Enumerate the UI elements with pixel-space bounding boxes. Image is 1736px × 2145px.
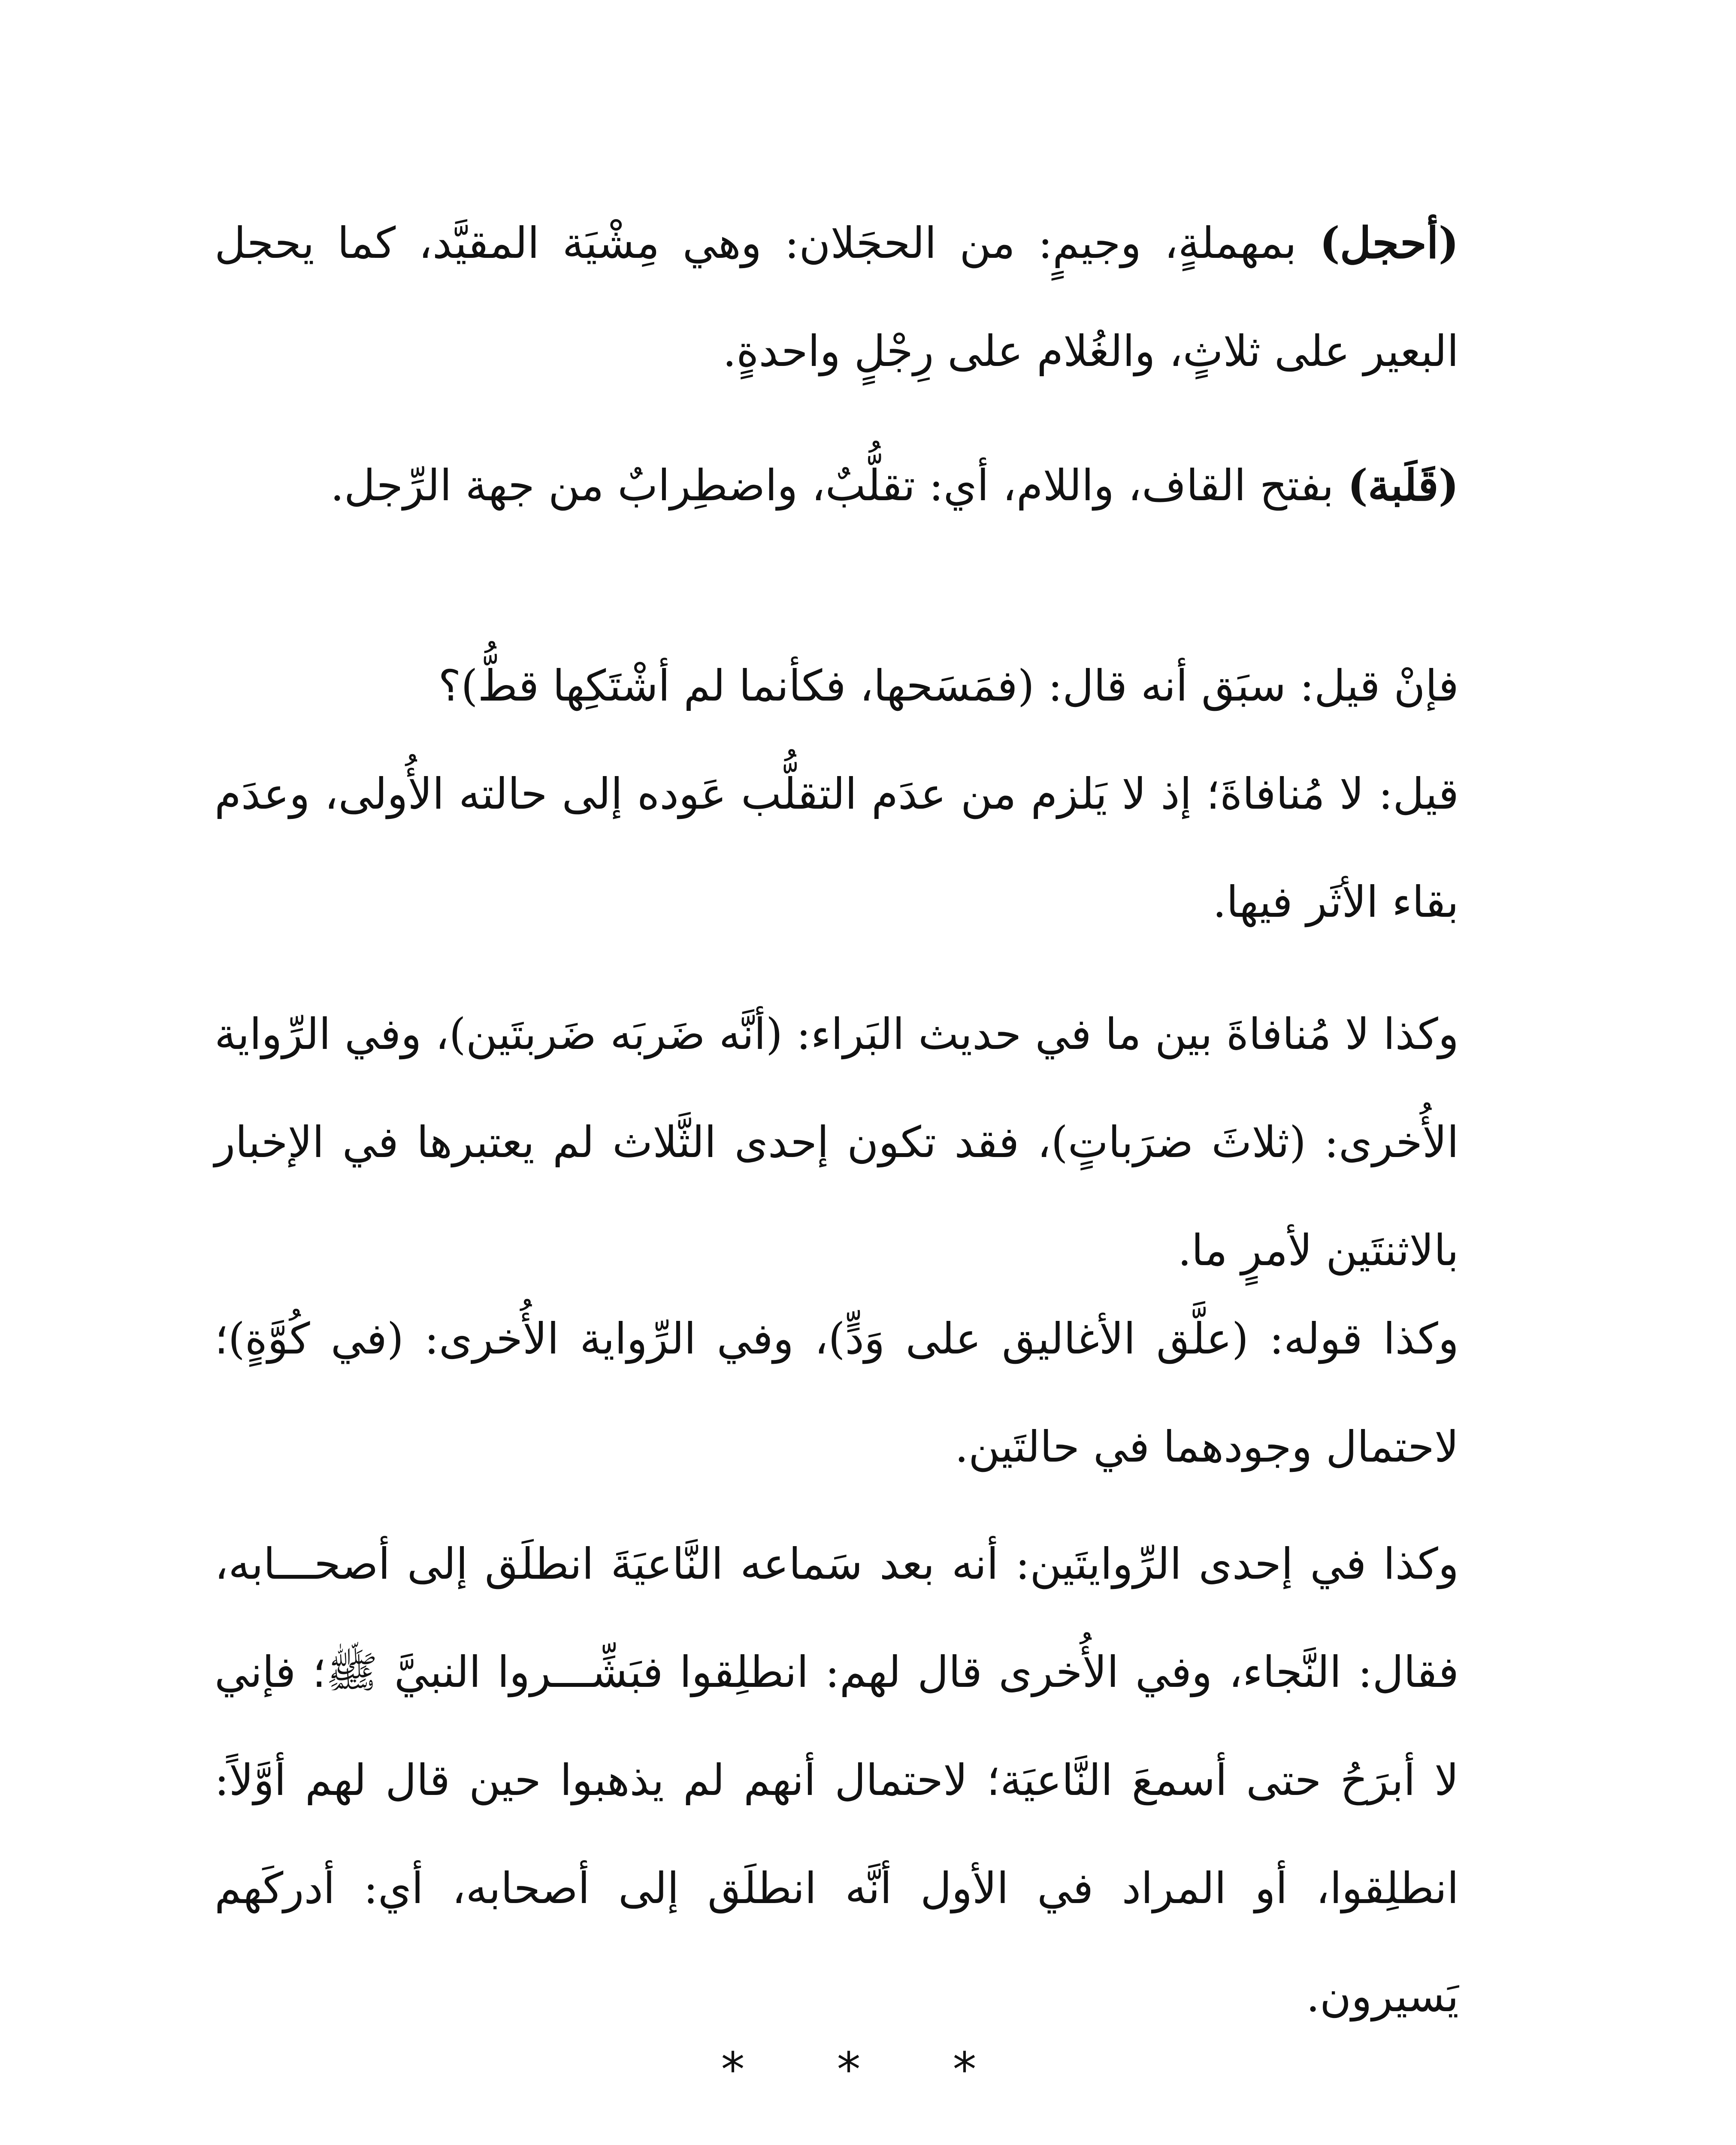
entry-ahjal — [215, 189, 1459, 405]
paragraph-naiya: وكذا في إحدى الرِّوايتَين: أنه بعد سَماعه النَّاعيَةَ انطلَق إلى أصحـــابه، فقال: النَّجاء، وفي الأُخرى قال لهم: انطلِقوا فبَشِّـــروا النبيَّ ﷺ؛ فإني لا أبرَحُ حتى أسمعَ النَّاعيَة؛ لاحتمال أنهم لم يذهبوا حين قال لهم أوَّلاً: انطلِقوا، أو المراد في الأول أنَّه انطلَق إلى أصحابه، أي: أدركَهم يَسيرون. — [215, 1539, 1459, 2021]
term-qalba: (قَلَبة) — [1347, 460, 1459, 511]
entry-ahjal-text: بمهملةٍ، وجيمٍ: من الحجَلان: وهي مِشْيَة المقيَّد، كما يحجل البعير على ثلاثٍ، والغُلام على رِجْلٍ واحدةٍ. — [215, 218, 1459, 376]
paragraph-aghaliq: وكذا قوله: (علَّق الأغاليق على وَدٍّ)، وفي الرِّواية الأُخرى: (في كُوَّةٍ)؛ لاحتمال وجودهما في حالتَين. — [215, 1314, 1459, 1472]
entry-qalba — [215, 431, 1459, 540]
section-separator: * * * — [721, 2042, 1015, 2097]
paragraph-bara-hadith: وكذا لا مُنافاةَ بين ما في حديث البَراء: (أنَّه ضَربَه ضَربتَين)، وفي الرِّواية الأُخرى: (ثلاثَ ضرَباتٍ)، فقد تكون إحدى الثَّلاث لم يعتبرها في الإخبار بالاثنتَين لأمرٍ ما. — [215, 1009, 1459, 1275]
term-ahjal: (أحجل) — [1319, 218, 1459, 268]
entry-qalba-text: بفتح القاف، واللام، أي: تقلُّبٌ، واضطِرابٌ من جهة الرِّجل. — [330, 460, 1348, 511]
objection-answer: قيل: لا مُنافاةَ؛ إذ لا يَلزم من عدَم التقلُّب عَوده إلى حالته الأُولى، وعدَم بقاء الأثَر فيها. — [215, 769, 1459, 927]
objection-question: فإنْ قيل: سبَق أنه قال: (فمَسَحها، فكأنما لم أشْتَكِها قطُّ)؟ — [438, 661, 1459, 711]
objection-paragraph — [215, 632, 1459, 956]
